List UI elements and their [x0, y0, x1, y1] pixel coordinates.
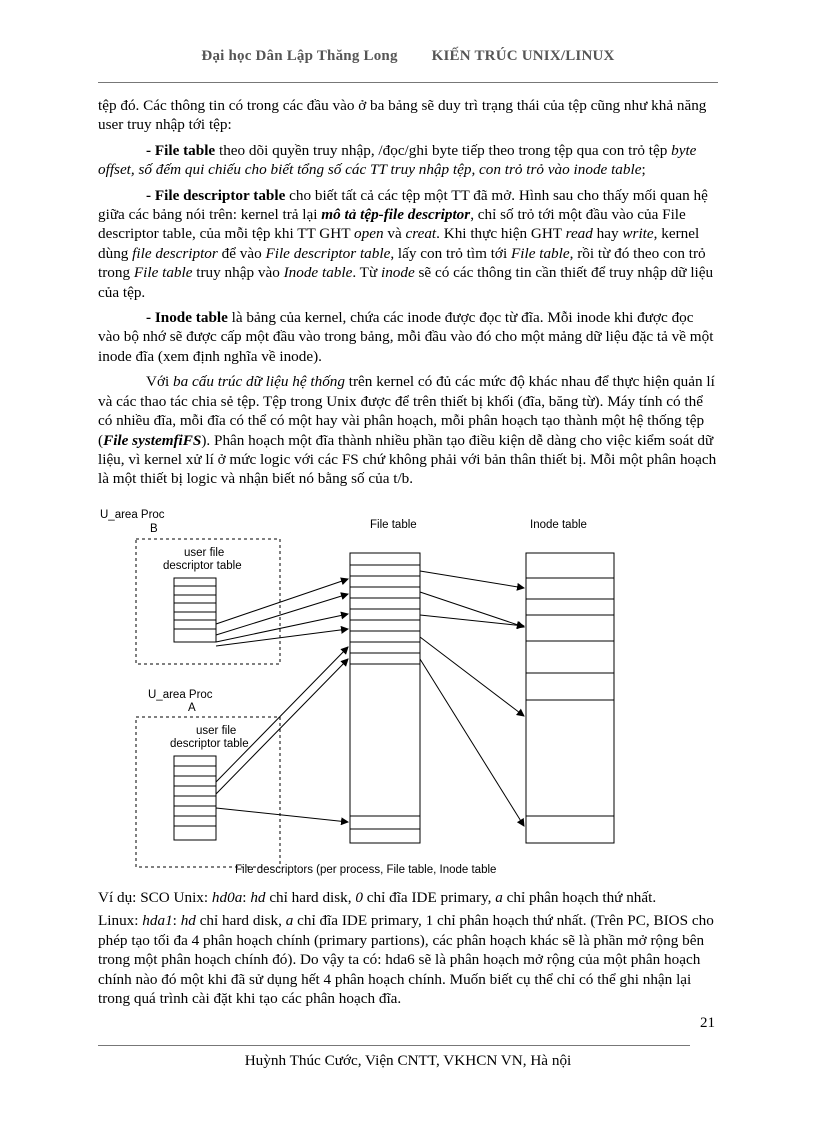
text: chỉ phân hoạch thứ nhất. [502, 889, 657, 906]
italic-text: hd [250, 889, 266, 906]
italic-text: File table [133, 264, 193, 282]
text: chỉ hard disk, [265, 889, 356, 906]
text: ; [641, 161, 646, 179]
proc-b-table-title-2: descriptor table [163, 560, 242, 572]
page-header [0, 48, 816, 65]
file-table-label: File table [370, 519, 417, 531]
term-inode-table: - Inode table [146, 309, 228, 327]
italic-text: a [495, 889, 503, 906]
header-institution: Đại học Dân Lập Thăng Long [201, 48, 398, 64]
proc-a-table-title-2: descriptor table [170, 738, 249, 750]
text: , kernel dùng [98, 225, 700, 262]
italic-text: open [354, 225, 384, 243]
text: Ví dụ: SCO Unix: [98, 889, 212, 906]
text: , rồi từ đó theo con trỏ trong [98, 244, 706, 282]
text: ). Phân hoạch một đĩa thành nhiều phần tạo điều kiện dễ dàng cho việc kiểm soát dữ liệu, vì kernel xử lí ở mức logic với các FS chứ không phải với bản thân thiết bị. Mỗi một phân hoạch là một thiết bị logic và nhận biết nó bằng số của t/b. [98, 431, 717, 488]
paragraph-inode-table [98, 308, 718, 366]
diagram-svg [98, 504, 638, 884]
term-file-table: - File table [146, 141, 216, 159]
proc-a-fd-table [174, 756, 216, 840]
file-to-inode-arrows [420, 571, 524, 826]
italic-text: ba cấu trúc dữ liệu hệ thống [173, 373, 345, 391]
text: hay [592, 225, 623, 243]
paragraph-fd-table [98, 186, 718, 302]
page-footer: Huỳnh Thúc Cước, Viện CNTT, VKHCN VN, Hà nội [244, 1052, 572, 1069]
header-course: KIẾN TRÚC UNIX/LINUX [431, 48, 615, 64]
italic-text: read [565, 225, 593, 243]
text: , chỉ số trỏ tới một đầu vào của File descriptor table, của mỗi tệp khi TT GHT [98, 206, 686, 243]
text: trên kernel có đủ các mức độ khác nhau để thực hiện quản lí và các thao tác chia sẻ tệp. Tệp trong Unix được để trên thiết bị khối (đĩa, băng từ). Máy tính có thể có nhiều đĩa, mỗi đĩa có thể có một hay vài phân hoạch, mỗi phân hoạch tạo thành một hệ thống tệp ( [98, 373, 715, 449]
italic-text: a [285, 912, 294, 930]
proc-b-table-title-1: user file [184, 547, 225, 559]
italic-text: hd0a [211, 889, 243, 906]
body-text [98, 96, 718, 495]
text: : [172, 912, 181, 930]
text: . Khi thực hiện GHT [436, 225, 566, 243]
text: . Từ [352, 264, 381, 282]
text: truy nhập vào [192, 264, 284, 282]
footer-divider [98, 1045, 690, 1046]
italic-text: hd [180, 912, 196, 930]
italic-text: mô tả tệp-file descriptor [321, 206, 471, 224]
text: Với [146, 373, 174, 391]
text: chỉ đĩa IDE primary, [362, 889, 496, 906]
italic-text: File table [510, 244, 570, 262]
text: Linux: [98, 912, 143, 930]
proc-a-label: U_area Proc [148, 689, 213, 701]
italic-text: write [622, 225, 654, 243]
paragraph-file-table [98, 141, 718, 180]
proc-b-label: U_area Proc [100, 509, 165, 521]
file-tables-diagram [98, 504, 638, 889]
inode-table-label: Inode table [530, 519, 587, 531]
fd-to-file-arrows [216, 579, 348, 822]
paragraph-intro: tệp đó. Các thông tin có trong các đầu vào ở ba bảng sẽ duy trì trạng thái của tệp cũng như khả năng user truy nhập tới tệp: [98, 97, 707, 134]
page-number: 21 [700, 1015, 715, 1031]
inode-table [526, 553, 614, 843]
text: , lấy con trỏ tìm tới [390, 244, 511, 262]
text: chỉ đĩa IDE primary, 1 chỉ phân hoạch thứ nhất. (Trên PC, BIOS cho phép tạo tối đa 4 phân hoạch chính (primary partions), các phân hoạch khác sẽ là phần mở rộng bên trong một phân hoạch chính đó). Do vậy ta có: hda6 sẽ là phân hoạch mở rộng của một phân hoạch chính nào đó một khi đã sử dụng hết 4 phân hoạch chính. Muốn biết cụ thể chỉ có thể ghi nhận lại trong quá trình cài đặt khi tạo các phân hoạch đĩa. [98, 912, 714, 1008]
italic-text: creat [405, 225, 437, 243]
text: sẽ có các thông tin cần thiết để truy nhập dữ liệu của tệp. [98, 264, 714, 301]
text: là bảng của kernel, chứa các inode được đọc từ đĩa. Mỗi inode khi được đọc vào bộ nhớ sẽ được cấp một đầu vào trong bảng, mỗi đầu vào đó cho một mảng dữ liệu đặc tả về một inode đĩa (xem định nghĩa về inode). [98, 309, 714, 365]
proc-b-letter: B [150, 523, 158, 535]
italic-text: hda1 [142, 912, 173, 930]
italic-text: File systemfiFS [103, 431, 202, 449]
italic-text: 0 [355, 889, 363, 906]
text: theo dõi quyền truy nhập, /đọc/ghi byte tiếp theo trong tệp qua con trỏ tệp [215, 141, 672, 159]
italic-text: byte offset, số đếm qui chiếu cho biết tổng số các TT truy nhập tệp, con trỏ trỏ vào inode table [98, 141, 697, 179]
text: : [242, 889, 251, 906]
text: và [383, 225, 406, 243]
example-linux [98, 911, 718, 1008]
diagram-caption: File descriptors (per process, File table, Inode table [235, 864, 497, 876]
text: cho biết tất cả các tệp một TT đã mở. Hình sau cho thấy mối quan hệ giữa các bảng nói trên: kernel trả lại [98, 186, 708, 224]
proc-a-letter: A [188, 702, 196, 714]
text: để vào [217, 244, 266, 262]
proc-b-fd-table [174, 578, 216, 642]
proc-a-table-title-1: user file [196, 725, 237, 737]
example-text [98, 888, 718, 1012]
italic-text: File descriptor table [265, 244, 391, 262]
italic-text: file descriptor [132, 244, 218, 262]
italic-text: inode [380, 264, 415, 282]
header-divider [98, 82, 718, 83]
italic-text: Inode table [283, 264, 353, 282]
file-table [350, 553, 420, 843]
example-sco [98, 888, 718, 907]
term-fd-table: - File descriptor table [146, 186, 286, 204]
text: chỉ hard disk, [195, 912, 286, 930]
paragraph-filesystem [98, 372, 718, 488]
